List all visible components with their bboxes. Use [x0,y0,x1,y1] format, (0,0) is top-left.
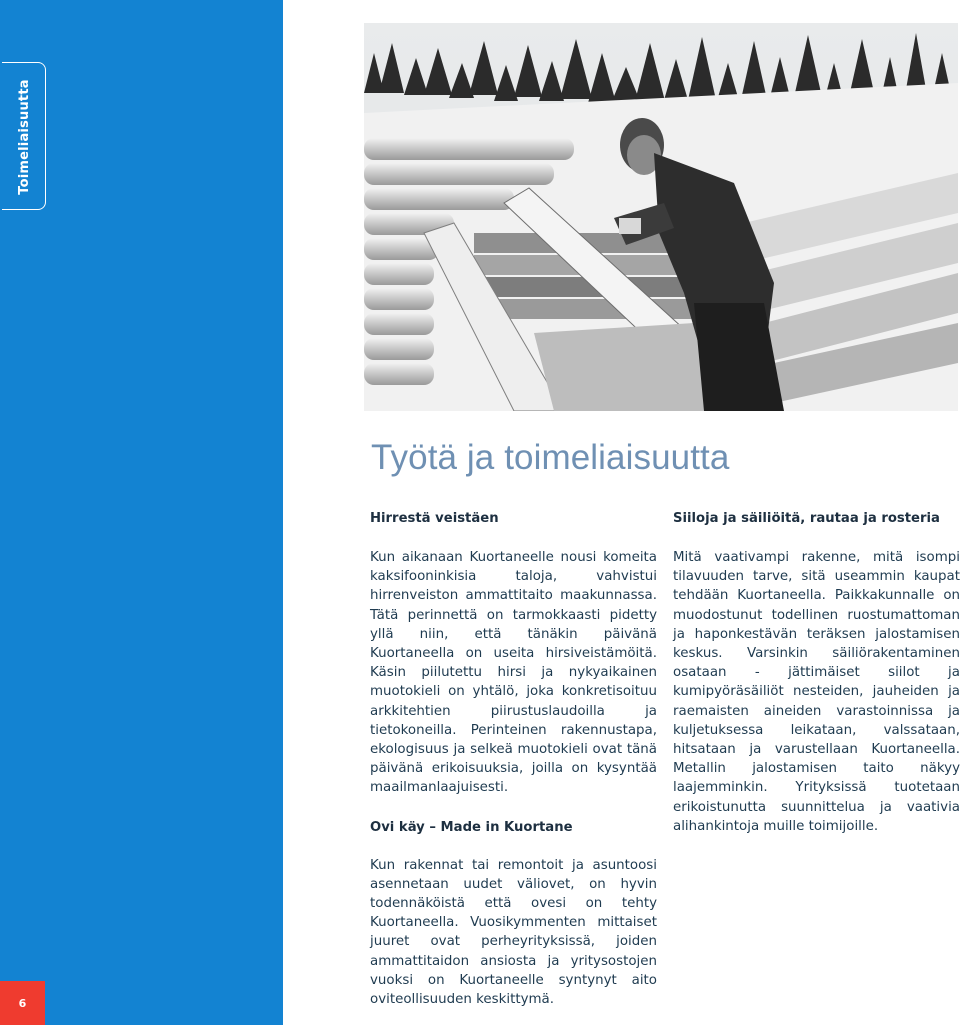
page-title: Työtä ja toimeliaisuutta [371,438,730,477]
section-tab[interactable] [2,62,46,210]
page-number: 6 [0,981,45,1025]
log-house-photo [364,23,958,411]
section-text-siilot: Mitä vaativampi rakenne, mitä isompi tilavuuden tarve, sitä useammin kaupat tehdään Kuortaneella. Paikkakunnalle on muodostunut todellinen ruostumattoman ja haponkestävän teräksen jalostamisen keskus. Varsinkin säiliörakentaminen osataan - jättimäiset siilot ja kumipyöräsäiliöt nesteiden, jauheiden ja raemaisten aineiden varastoinnissa ja kuljetuksessa leikataan, valssataan, hitsataan ja varustellaan Kuortaneella. Metallin jalostamisen taito näkyy laajemminkin. Yrityksissä tuotetaan erikoistunutta suunnittelua ja vaativia alihankintoja muille toimijoille. [673,550,960,834]
section-heading-hirsi: Hirrestä veistäen [370,511,499,526]
section-text-ovi: Kun rakennat tai remontoit ja asuntoosi asennetaan uudet väliovet, on hyvin todennäköistä että ovesi on tehty Kuortaneella. Vuosikymmenten mittaiset juuret ovat perheyrityksissä, joiden ammattitaidon ansiosta ja yritysostojen vuoksi on Kuortaneelle syntynyt aito oviteollisuuden keskittymä. [370,857,657,1008]
left-column [370,511,657,1009]
sidebar-band [0,0,283,1025]
section-tab-label: Toimeliaisuutta [16,79,32,195]
right-column [673,511,960,836]
section-text-hirsi: Kun aikanaan Kuortaneelle nousi komeita kaksifooninkisia taloja, vahvistui hirrenveiston ammattitaito maakunnassa. Tätä perinnettä on tarmokkaasti pidetty yllä niin, että tänäkin päivänä Kuortaneella on useita hirsiveistämöitä. Käsin piilutettu hirsi ja nykyaikainen muotokieli on yhtälö, joka konkretisoituu arkkitehtien piirustuslaudoilla ja tietokoneilla. Perinteinen rakennustapa, ekologisuus ja selkeä muotokieli ovat tänä päivänä erikoisuuksia, joilla on kysyntää maailmanlaajuisesti. [370,550,657,796]
section-heading-ovi: Ovi käy – Made in Kuortane [370,819,573,835]
section-heading-siilot: Siiloja ja säiliöitä, rautaa ja rosteria [673,511,940,526]
